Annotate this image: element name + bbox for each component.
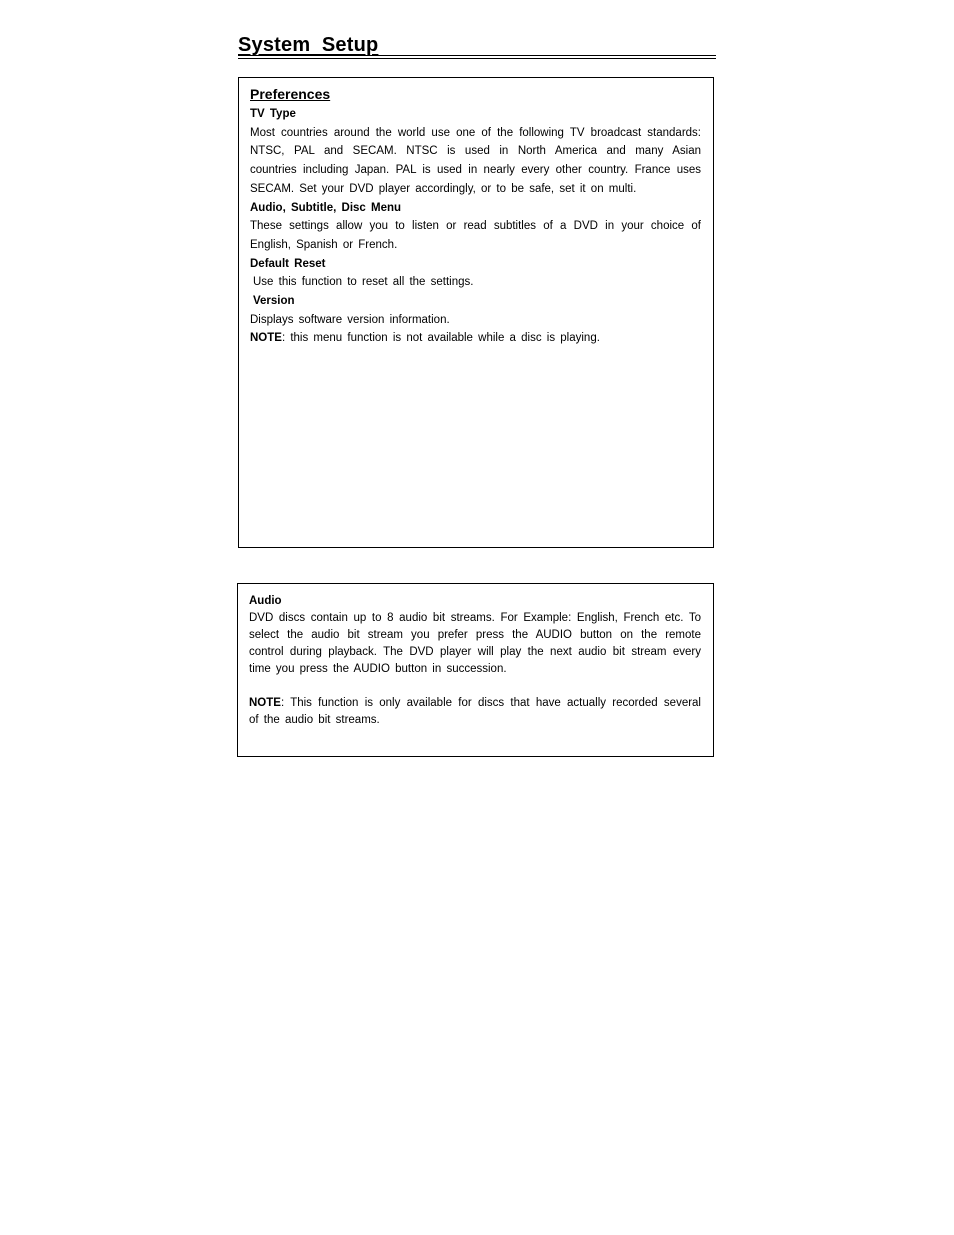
tv-type-heading: TV Type xyxy=(250,108,296,120)
preferences-box xyxy=(238,77,714,548)
note-text: : This function is only available for discs that have actually recorded several of the audio bit streams. xyxy=(249,697,701,726)
version-heading: Version xyxy=(253,295,295,308)
preferences-note xyxy=(250,329,701,348)
audio-note xyxy=(249,695,701,729)
audio-heading: Audio xyxy=(249,595,282,607)
default-reset-heading: Default Reset xyxy=(250,257,326,270)
audio-text: DVD discs contain up to 8 audio bit streams. For Example: English, French etc. To select the audio bit stream you prefer press the AUDIO button on the remote control during playback. The DVD player will play the next audio bit stream every time you press the AUDIO button in succession. xyxy=(249,612,701,675)
note-label: NOTE xyxy=(249,697,281,709)
note-label: NOTE xyxy=(250,332,282,345)
note-text: : this menu function is not available while a disc is playing. xyxy=(281,332,600,345)
title-rule-top xyxy=(238,55,716,56)
page-header xyxy=(238,34,716,60)
preferences-title: Preferences xyxy=(250,86,331,102)
spacer xyxy=(249,678,701,695)
audio-subtitle-menu-heading: Audio, Subtitle, Disc Menu xyxy=(250,201,402,214)
title-rule-bottom xyxy=(238,58,716,59)
version-text: Displays software version information. xyxy=(250,313,450,326)
audio-subtitle-menu-text: These settings allow you to listen or read subtitles of a DVD in your choice of English, Spanish or French. xyxy=(250,220,701,251)
default-reset-text: Use this function to reset all the settings. xyxy=(253,276,474,289)
page-title: System Setup xyxy=(238,34,379,56)
audio-box xyxy=(237,583,714,757)
tv-type-text: Most countries around the world use one of the following TV broadcast standards: NTSC, PAL and SECAM. NTSC is used in North America and many Asian countries including Japan. PAL is used in nearly every other country. France uses SECAM. Set your DVD player accordingly, or to be safe, set it on multi. xyxy=(250,126,701,195)
